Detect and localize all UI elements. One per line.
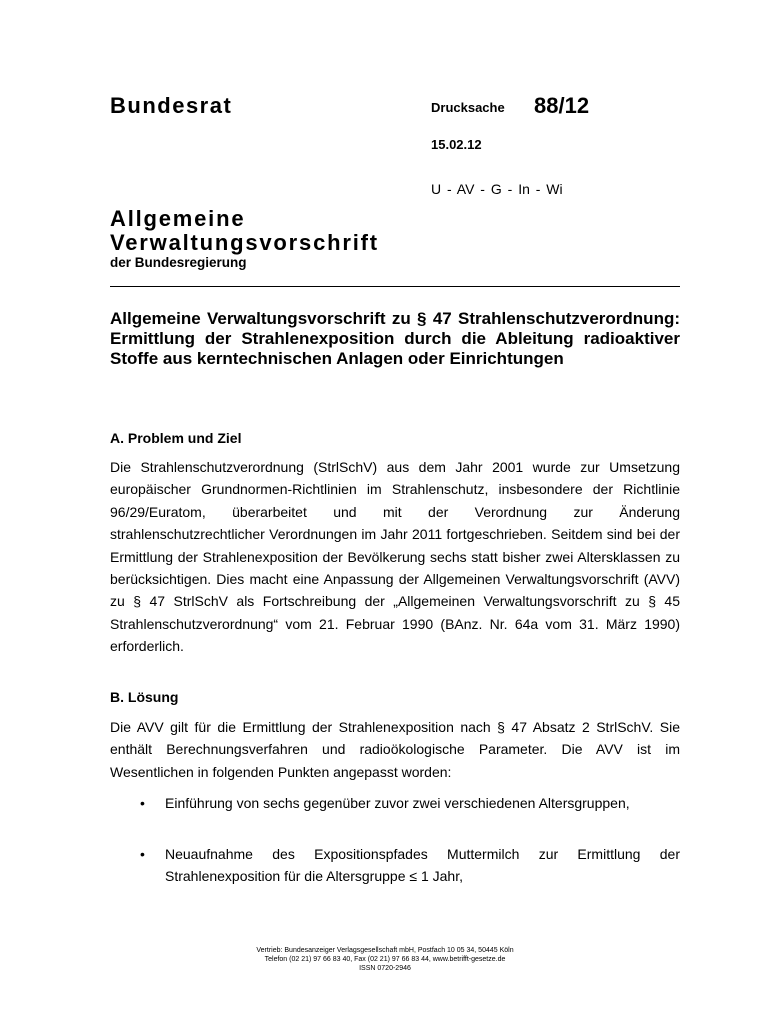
list-item-text: Neuaufnahme des Expositionspfades Muttermilch zur Ermittlung der Strahlenexposition für die Altersgruppe ≤ 1 Jahr, <box>165 846 680 885</box>
page-footer <box>0 946 770 973</box>
section-a-heading: A. Problem und Ziel <box>110 430 242 446</box>
committee-codes: U - AV - G - In - Wi <box>431 181 563 197</box>
drucksache-number: 88/12 <box>534 93 590 118</box>
document-type <box>110 207 379 255</box>
institution-name: Bundesrat <box>110 93 233 118</box>
document-date: 15.02.12 <box>431 137 482 152</box>
document-issuer: der Bundesregierung <box>110 255 247 270</box>
footer-contact: Telefon (02 21) 97 66 83 40, Fax (02 21) 97 66 83 44, www.betrifft-gesetze.de <box>264 956 506 963</box>
bullet-icon: • <box>140 846 145 862</box>
section-b-body: Die AVV gilt für die Ermittlung der Strahlenexposition nach § 47 Absatz 2 StrlSchV. Sie enthält Berechnungsverfahren und radioökologische Parameter. Die AVV ist im Wesentlichen in folgenden Punkten angepasst worden: <box>110 719 680 780</box>
section-b-heading: B. Lösung <box>110 689 179 705</box>
document-title: Allgemeine Verwaltungsvorschrift zu § 47 Strahlenschutzverordnung: Ermittlung der Strahlenexposition durch die Ableitung radioaktiver Stoffe aus kerntechnischen Anlagen oder Einrichtungen <box>110 309 680 368</box>
list-item-text: Einführung von sechs gegenüber zuvor zwei verschiedenen Altersgruppen, <box>165 795 630 811</box>
footer-issn: ISSN 0720-2946 <box>359 965 411 972</box>
document-type-line2: Verwaltungsvorschrift <box>110 230 379 255</box>
drucksache-label: Drucksache <box>431 100 505 115</box>
bullet-icon: • <box>140 795 145 811</box>
footer-publisher: Vertrieb: Bundesanzeiger Verlagsgesellschaft mbH, Postfach 10 05 34, 50445 Köln <box>256 947 514 954</box>
document-type-line1: Allgemeine <box>110 206 246 231</box>
section-a-body: Die Strahlenschutzverordnung (StrlSchV) aus dem Jahr 2001 wurde zur Umsetzung europäischer Grundnormen-Richtlinien im Strahlenschutz, insbesondere der Richtlinie 96/29/Euratom, überarbeitet und mit der Verordnung zur Änderung strahlenschutzrechtlicher Verordnungen im Jahr 2011 fortgeschrieben. Seitdem sind bei der Ermittlung der Strahlenexposition der Bevölkerung sechs statt bisher zwei Altersklassen zu berücksichtigen. Dies macht eine Anpassung der Allgemeinen Verwaltungsvorschrift (AVV) zu § 47 StrlSchV als Fortschreibung der „Allgemeinen Verwaltungsvorschrift zu § 45 Strahlenschutzverordnung“ vom 21. Februar 1990 (BAnz. Nr. 64a vom 31. März 1990) erforderlich. <box>110 459 680 655</box>
header-divider <box>110 286 680 287</box>
